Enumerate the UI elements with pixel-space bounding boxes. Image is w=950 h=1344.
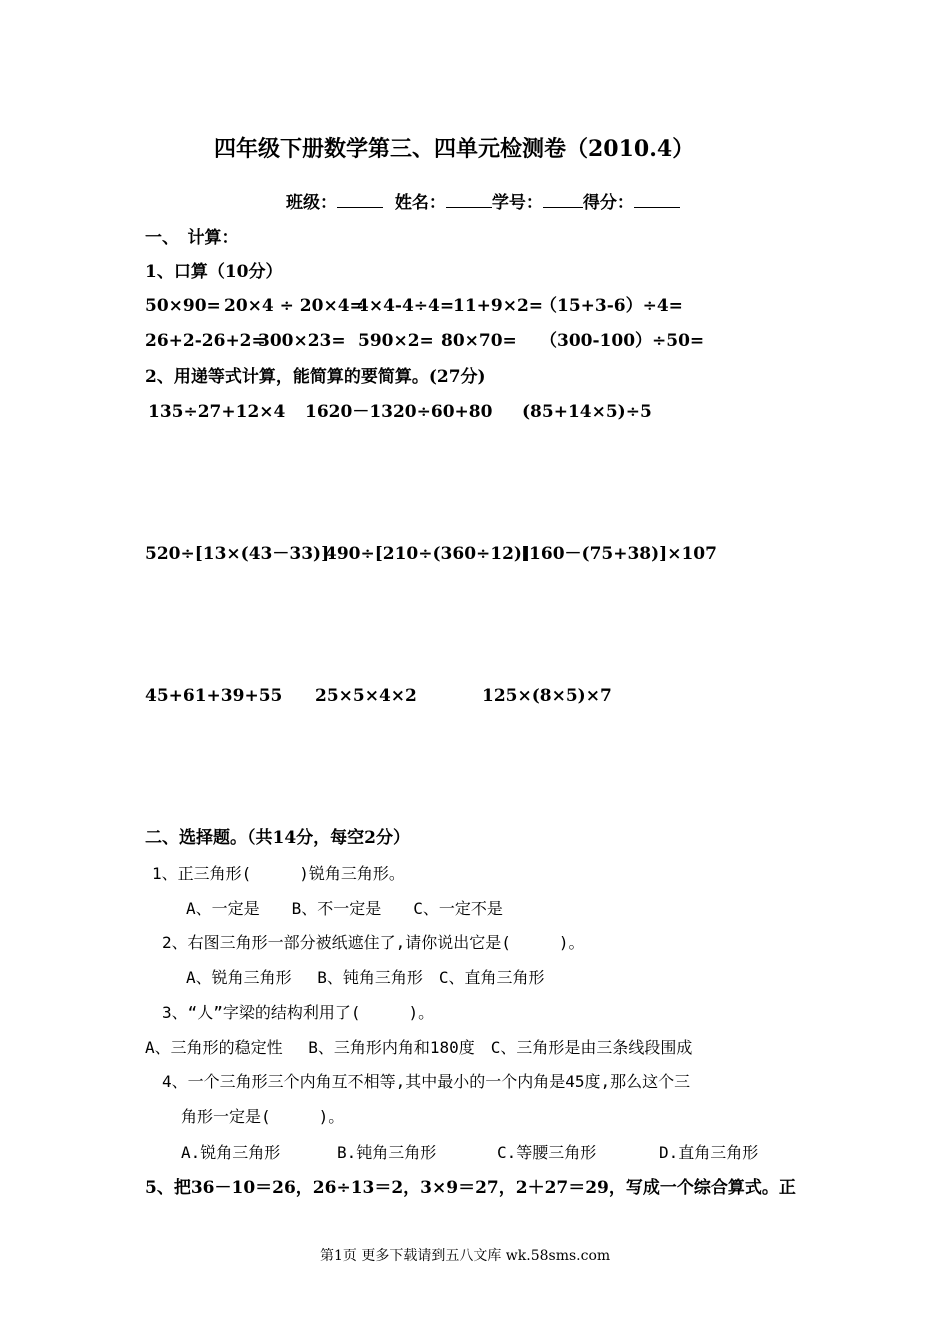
name-label: 姓名： [394, 193, 446, 213]
calc-item: 1620－1320÷60+80 [305, 402, 493, 422]
choice-question-2: 2、右图三角形一部分被纸遮住了,请你说出它是( )。 [162, 933, 585, 952]
calc-item: 25×5×4×2 [315, 686, 417, 706]
calc-item: 125×(8×5)×7 [482, 686, 612, 706]
section2-heading: 二、选择题。（共14分，每空2分） [145, 828, 410, 848]
oral-item: 20×4 ÷ 20×4= [224, 296, 364, 316]
option-c: C.等腰三角形 [497, 1143, 597, 1162]
choice-question-3: 3、“人”字梁的结构利用了( )。 [162, 1003, 435, 1022]
option-b: B.钝角三角形 [337, 1143, 437, 1162]
calc-item: 45+61+39+55 [145, 686, 283, 706]
choice-question-4-line1: 4、一个三角形三个内角互不相等,其中最小的一个内角是45度,那么这个三 [162, 1072, 691, 1091]
page-title: 四年级下册数学第三、四单元检测卷（2010.4） [214, 136, 695, 162]
calc-item: 520÷[13×(43－33)] [145, 544, 330, 564]
oral-item: 300×23= [258, 331, 346, 351]
class-label: 班级： [286, 193, 337, 213]
calc-item: [160－(75+38)]×107 [521, 544, 717, 564]
choice-question-1: 1、正三角形( )锐角三角形。 [152, 864, 405, 883]
calc-item: (85+14×5)÷5 [522, 402, 652, 422]
calc-item: 135÷27+12×4 [148, 402, 286, 422]
oral-item: 4×4-4÷4= [357, 296, 455, 316]
number-blank [543, 191, 583, 208]
choice-options-1: A、一定是 B、不一定是 C、一定不是 [186, 899, 503, 918]
class-blank [337, 191, 383, 208]
option-d: D.直角三角形 [659, 1143, 759, 1162]
q2-title: 2、用递等式计算，能简算的要简算。(27分) [145, 367, 486, 387]
number-label: 学号： [491, 193, 543, 213]
choice-options-3: A、三角形的稳定性 B、三角形内角和180度 C、三角形是由三条线段围成 [145, 1038, 693, 1057]
oral-item: 80×70= [441, 331, 517, 351]
section1-heading: 一、 计算： [145, 228, 239, 248]
name-blank [446, 191, 492, 208]
q1-title: 1、口算（10分） [145, 262, 283, 282]
oral-item: 26+2-26+2= [145, 331, 266, 351]
oral-item: 590×2= [358, 331, 434, 351]
page-footer: 第1页 更多下载请到五八文库 wk.58sms.com [320, 1248, 611, 1264]
calc-item: 490÷[210÷(360÷12)] [325, 544, 531, 564]
oral-item: 11+9×2= [453, 296, 544, 316]
student-info-line [286, 191, 680, 213]
score-blank [634, 191, 680, 208]
oral-item: （300-100）÷50= [540, 331, 705, 351]
score-label: 得分： [582, 193, 634, 213]
choice-question-5: 5、把36－10＝26，26÷13＝2，3×9＝27，2＋27＝29，写成一个综合算式。正 [145, 1178, 796, 1198]
oral-item: （15+3-6）÷4= [540, 296, 683, 316]
oral-item: 50×90= [145, 296, 221, 316]
choice-question-4-line2: 角形一定是( )。 [181, 1107, 345, 1126]
choice-options-2: A、锐角三角形 B、钝角三角形 C、直角三角形 [186, 968, 545, 987]
option-a: A.锐角三角形 [181, 1143, 281, 1162]
